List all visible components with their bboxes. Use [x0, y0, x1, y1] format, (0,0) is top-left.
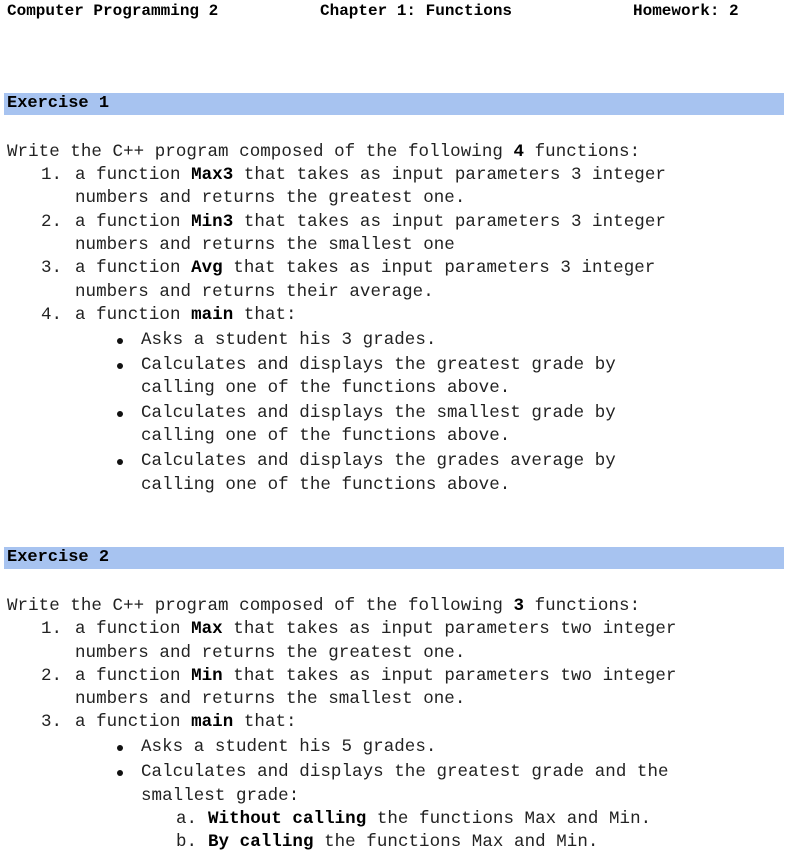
list-item-continuation: numbers and returns the greatest one. — [75, 188, 466, 208]
list-number: 2. — [41, 666, 63, 686]
function-name: main — [191, 305, 234, 325]
bullet-icon — [117, 770, 123, 776]
function-name: Min3 — [191, 212, 234, 232]
list-number: 3. — [41, 258, 63, 278]
bullet-item: Calculates and displays the greatest grade by — [141, 355, 616, 375]
sub-list-letter: b. — [176, 832, 198, 852]
bullet-icon — [117, 411, 123, 417]
bullet-item: Calculates and displays the smallest grade by — [141, 403, 616, 423]
bullet-item: Asks a student his 3 grades. — [141, 330, 437, 350]
list-number: 2. — [41, 212, 63, 232]
bullet-icon — [117, 363, 123, 369]
bullet-item-continuation: calling one of the functions above. — [141, 378, 511, 398]
list-item: a function main that: — [75, 712, 297, 732]
homework-number: Homework: 2 — [633, 2, 739, 20]
function-count: 3 — [513, 596, 525, 616]
list-item-continuation: numbers and returns the smallest one — [75, 235, 455, 255]
sub-list-letter: a. — [176, 809, 198, 829]
chapter-title: Chapter 1: Functions — [320, 2, 513, 20]
function-name: main — [191, 712, 234, 732]
function-name: Max3 — [191, 165, 234, 185]
list-item-continuation: numbers and returns their average. — [75, 282, 434, 302]
exercise-2-heading: Exercise 2 — [4, 547, 784, 569]
exercise-1-heading: Exercise 1 — [4, 93, 784, 115]
list-number: 1. — [41, 619, 63, 639]
list-item: a function Avg that takes as input parameters 3 integer — [75, 258, 656, 278]
function-name: Min — [191, 666, 223, 686]
function-count: 4 — [513, 142, 525, 162]
list-item: a function Min that takes as input parameters two integer — [75, 666, 677, 686]
list-number: 4. — [41, 305, 63, 325]
function-name: Avg — [191, 258, 223, 278]
list-item: a function Max3 that takes as input parameters 3 integer — [75, 165, 666, 185]
exercise-1-intro: Write the C++ program composed of the following 4 functions: — [7, 142, 641, 162]
list-item: a function Max that takes as input parameters two integer — [75, 619, 677, 639]
bullet-item-continuation: smallest grade: — [141, 786, 300, 806]
list-number: 1. — [41, 165, 63, 185]
bullet-icon — [117, 745, 123, 751]
bullet-icon — [117, 459, 123, 465]
sub-list-item: By calling the functions Max and Min. — [208, 832, 599, 852]
bullet-item: Calculates and displays the greatest grade and the — [141, 762, 669, 782]
bullet-item: Calculates and displays the grades average by — [141, 451, 616, 471]
sub-list-item: Without calling the functions Max and Min. — [208, 809, 652, 829]
bullet-icon — [117, 338, 123, 344]
function-name: Max — [191, 619, 223, 639]
list-item: a function main that: — [75, 305, 297, 325]
list-item: a function Min3 that takes as input parameters 3 integer — [75, 212, 666, 232]
list-number: 3. — [41, 712, 63, 732]
bullet-item: Asks a student his 5 grades. — [141, 737, 437, 757]
page-header — [7, 2, 767, 22]
exercise-2-intro: Write the C++ program composed of the following 3 functions: — [7, 596, 641, 616]
bullet-item-continuation: calling one of the functions above. — [141, 426, 511, 446]
bullet-item-continuation: calling one of the functions above. — [141, 475, 511, 495]
list-item-continuation: numbers and returns the smallest one. — [75, 689, 466, 709]
course-title: Computer Programming 2 — [7, 2, 219, 20]
list-item-continuation: numbers and returns the greatest one. — [75, 643, 466, 663]
